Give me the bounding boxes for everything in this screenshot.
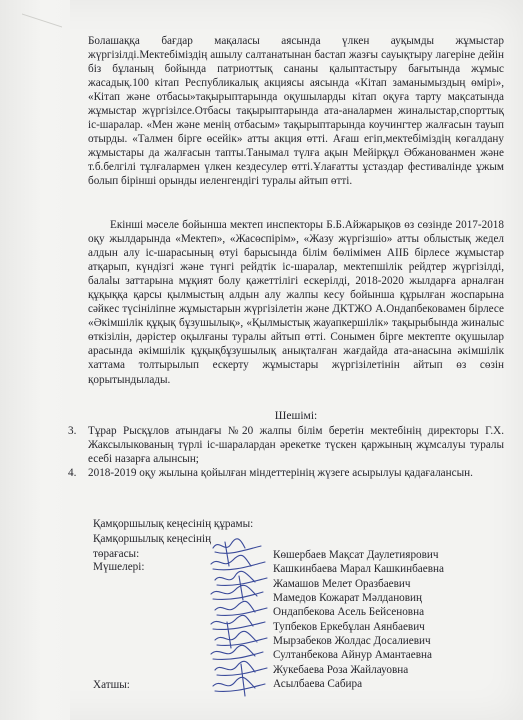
member-name: Жамашов Мелет Оразбаевич <box>273 577 411 590</box>
paragraph-2-text: Екінші мәселе бойынша мектеп инспекторы Б.Б.Айжарықов өз сөзінде 2017-2018 оқу жылдарында «Мектеп», «Жасөспірім», «Жазу жүргізшіо» атты облыстық жедел алдын алу іс-шараcының өтуі барысында білім бөлімімен АІІБ бірлесе жұмыстар атқарып, күндізгі және түнгі рейдтік іс-шаралар, мектепшілік рейдтер жүргізілді, балаlы заттарына мұқият болу қажеттілігі ескерілді, 2018-2020 жылдарға арналған құқыққа қарсы қылмыстың алдын алу жалпы кесу бойынша құрылған жоспарына сәйкес түсініліпне жұмыстарын жүргізілетін және ДКТЖО А.Ондапбековамен бірлесе «Әкімшілік құқық бұзушылық», «Қылмыстық жауапкершілік» тақырыбында жиналыс өткізілін, дәрістер оқылғаны туралы айтып өтті. Сонымен бірге мектепте оқушылар арасында әкімшілік құқықбұзушылық анықталған жағдайда ата-анасына әкімшілік хаттама толтырылып ескерту жұмыстары жүргізілетінін айтып өз сөзін қорытындылады. <box>88 219 504 386</box>
member-name: Ондапбекова Асель Бейсеновна <box>273 606 425 619</box>
decision-text: Тұрар Рысқұлов атындағы №20 жалпы білім беретін мектебінің директоры Г.Х. Жаксылыкованың түрлі іс-шаралардан әрекетке түскен қаржының жұмсалуы туралы есебі назарға алынсын; <box>88 425 504 466</box>
member-name: Жукебаева Роза Жайлауовна <box>273 663 409 676</box>
member-name: Мырзабеков Жолдас Досалиевич <box>273 635 431 648</box>
decision-number: 3. <box>68 425 77 437</box>
member-name: Асылбаева Сабира <box>273 678 363 691</box>
page-fold-shadow <box>0 0 70 720</box>
decision-list <box>68 424 504 480</box>
member-name: Көшербаев Мақсат Даулетиярович <box>273 549 439 561</box>
decision-number: 4. <box>68 467 77 480</box>
secretary-label: Хатшы: <box>93 679 130 691</box>
handwritten-signatures <box>205 536 279 706</box>
paragraph-1-text: Болашаққа бағдар мақаласы аясында үлкен ауқымды жұмыстар жүргізілді.Мектебіміздің ашылу салтанатынан бастап жазғы сауықтыру лагеріне дейін біз бұланың бойында патриоттық сананы қалыптастыру бағытында жұмыс жасадық.100 кітап Республикалық акциясы аясында «Кітап заманымыздың өмірі», «Кітап және отбасы»тақырыптарында оқушыларды кітап оқуға тарту мақсатында жұмыстар жүргізілсе.Отбасы тақырыптарында ата-аналармен жиналыстар,спорттық іс-шаралар. «Мен және менің отбасым» тақырыптарында коучингтер жалғасын тауып отырды. «Талмен бірге өсейік» атты акция өтті. Ағаш егіп,мектебіміздің көгалдану жұмыстары да жалғасын тапты.Танымал түлға ақын Мейірқұл Әбжанованмен және т.б.белгілі тұлғалармен үлкен кездесулер өтті.Ұлағатты ұстаздар фестивалінде ұжым болып бірінші орынды иеленгендігі туралы айтып өтті. <box>88 35 504 188</box>
decision-title: Шешімі: <box>274 410 318 422</box>
paragraph-2 <box>88 218 504 387</box>
chair-label: төрағасы: <box>93 548 140 560</box>
members-label: Мүшелері: <box>93 561 145 573</box>
decision-item <box>68 424 504 466</box>
paragraph-1 <box>88 34 504 189</box>
fold-crease <box>22 0 62 27</box>
signature-strokes <box>205 536 279 706</box>
member-name: Мамедов Кожарат Мәлдановиң <box>273 592 423 605</box>
council-composition-label: Қамқоршылық кеңесінің құрамы: <box>93 518 254 530</box>
council-member-names <box>273 548 444 691</box>
member-name: Султанбекова Айнур Амантаевна <box>273 649 432 662</box>
council-label: Қамқоршылық кеңесінің <box>93 532 212 545</box>
member-name: Кашкинбаева Марал Кашкинбаевна <box>273 563 444 576</box>
decision-text: 2018-2019 оқу жылына қойылған міндеттерінің жүзеге асырылуы қадағалансын. <box>88 467 473 480</box>
decision-item <box>68 466 504 480</box>
member-name: Тупбеков Еркебұлан Аянбаевич <box>273 620 425 633</box>
